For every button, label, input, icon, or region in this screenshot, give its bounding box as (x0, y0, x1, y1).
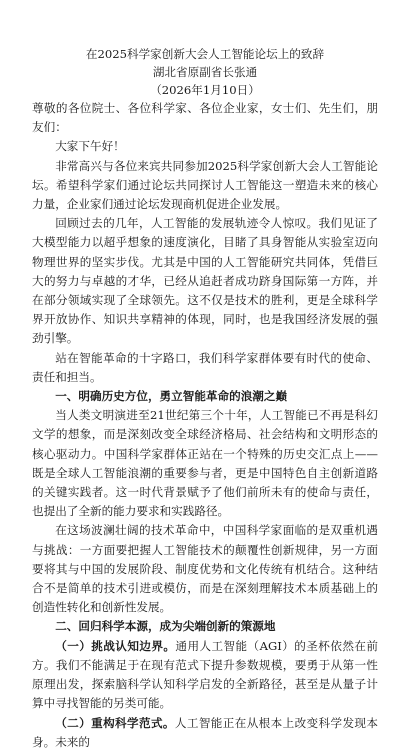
paragraph-review: 回顾过去的几年，人工智能的发展轨迹令人惊叹。我们见证了大模型能力以超乎想象的速度演化，目睹了具身智能从实验室迈向物理世界的坚实步伐。尤其是中国的人工智能研究共同体，凭借巨大的努力与卓越的才华，已经从追赶者成功跻身国际第一方阵，并在部分领域实现了全球领先。这不仅是技术的胜利，更是全球科学界开放协作、知识共享精神的体现，同时，也是我国经济发展的强劲引擎。 (32, 216, 378, 346)
document-header (32, 45, 378, 99)
speech-title: 在2025科学家创新大会人工智能论坛上的致辞 (85, 47, 325, 61)
paragraph-opening: 非常高兴与各位来宾共同参加2025科学家创新大会人工智能论坛。希望科学家们通过论坛共同探讨人工智能这一塑造未来的核心力量，企业家们通过论坛发现商机促进企业发展。 (32, 158, 378, 212)
subsection-2 (32, 714, 378, 752)
speaker-line: 湖北省原副省长张通 (152, 65, 258, 79)
greeting: 大家下午好！ (55, 139, 125, 154)
speech-date: （2026年1月10日） (150, 83, 260, 97)
subsection-2-lead: （二）重构科学范式。 (55, 715, 175, 730)
salutation: 尊敬的各位院士、各位科学家、各位企业家，女士们、先生们，朋友们： (32, 101, 378, 135)
section-heading-2: 二、回归科学本源，成为尖端创新的策源地 (55, 619, 276, 634)
document-page (0, 45, 410, 749)
paragraph-historical-position: 当人类文明演进至21世纪第三个十年，人工智能已不再是科幻文学的想象，而是深刻改变全球经济格局、社会结构和文明形态的核心驱动力。中国科学家群体正站在一个特殊的历史交汇点上——既是全球人工智能浪潮的重要参与者，更是中国特色自主创新道路的关键实践者。这一时代背景赋予了他们前所未有的使命与责任，也提出了全新的能力要求和实践路径。 (32, 408, 378, 519)
subsection-1-lead: （一）挑战认知边界。 (55, 638, 176, 653)
subsection-1-text: 通用人工智能（AGI）的圣杯依然在前方。我们不能满足于在现有范式下提升参数规模，要勇于从第一性原理出发，探索脑科学认知科学启发的全新路径，甚至是从量子计算中寻找智能的另类可能。 (32, 638, 378, 711)
section-heading-1: 一、明确历史方位，勇立智能革命的浪潮之巅 (55, 389, 288, 404)
document-body (32, 99, 378, 752)
paragraph-dual-challenge: 在这场波澜壮阔的技术革命中，中国科学家面临的是双重机遇与挑战：一方面要把握人工智能技术的颠覆性创新规律，另一方面要将其与中国的发展阶段、制度优势和文化传统有机结合。这种结合不是简单的技术引进或模仿，而是在深刻理解技术本质基础上的创造性转化和创新性发展。 (32, 523, 378, 615)
paragraph-mission: 站在智能革命的十字路口，我们科学家群体要有时代的使命、责任和担当。 (32, 350, 378, 384)
subsection-1 (32, 637, 378, 714)
subsection-2-text: 人工智能正在从根本上改变科学发现本身。未来的 (32, 715, 378, 749)
